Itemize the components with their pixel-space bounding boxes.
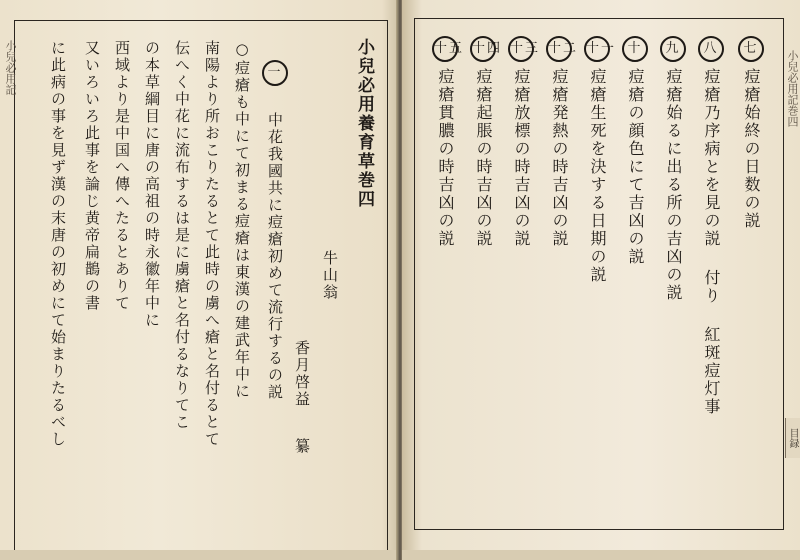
left-body-column-1: ○痘瘡も中にて初まる痘瘡は東漢の建武年中に (233, 40, 251, 400)
toc-number-badge: 十 (622, 36, 648, 62)
left-page (0, 0, 398, 560)
left-body-column-4: の本草綱目に唐の高祖の時永徽年中に (143, 40, 161, 329)
section-number-badge: 一 (262, 60, 288, 86)
toc-number-badge: 九 (660, 36, 686, 62)
toc-item-text: 痘瘡始終の日数の説 (742, 68, 761, 230)
toc-item-15 (432, 36, 465, 248)
toc-item-13 (508, 36, 541, 248)
left-body-column-2: 南陽より所おこりたるとて此時の虜へ瘡と名付るとて (203, 40, 221, 448)
toc-number-badge: 十三 (508, 36, 534, 62)
left-body-column-7: に此病の事を見ず漢の末唐の初めにて始まりたるべし (49, 40, 67, 448)
section-heading-text: 中花我國共に痘瘡初めて流行するの説 (266, 112, 284, 401)
toc-item-7 (738, 36, 764, 230)
toc-item-8 (698, 36, 724, 416)
toc-number-badge: 八 (698, 36, 724, 62)
left-author: 牛山翁 (321, 250, 339, 301)
toc-item-12 (546, 36, 579, 248)
right-bottom-band (402, 550, 800, 560)
right-edge-label: 小兒必用記巻四 (786, 50, 799, 127)
toc-number-badge: 十一 (584, 36, 610, 62)
toc-number-badge: 七 (738, 36, 764, 62)
toc-item-text: 痘瘡の顔色にて吉凶の説 (626, 68, 645, 266)
toc-number-badge: 十五 (432, 36, 458, 62)
toc-item-10 (622, 36, 648, 266)
contents-side-tab: 目録 (785, 418, 800, 458)
toc-item-text: 痘瘡乃序病とを見の説 付り 紅斑痘灯事 (702, 68, 721, 416)
left-body-column-3: 伝へく中花に流布するは是に虜瘡と名付るなりてこ (173, 40, 191, 431)
toc-item-text: 痘瘡生死を決する日期の説 (588, 68, 607, 284)
left-title: 小兒必用養育草巻四 (354, 38, 374, 209)
toc-item-9 (660, 36, 686, 302)
toc-item-text: 痘瘡起脹の時吉凶の説 (474, 68, 493, 248)
toc-item-text: 痘瘡始るに出る所の吉凶の説 (664, 68, 683, 302)
left-section-heading (262, 60, 288, 401)
left-compiler-suffix: 纂 (293, 438, 311, 455)
toc-number-badge: 十二 (546, 36, 572, 62)
toc-item-text: 痘瘡放標の時吉凶の説 (512, 68, 531, 248)
left-body-column-6: 又いろいろ此事を論じ黄帝扁鵲の書 (83, 40, 101, 312)
toc-item-text: 痘瘡発熱の時吉凶の説 (550, 68, 569, 248)
toc-number-badge: 十四 (470, 36, 496, 62)
left-edge-label: 小兒必用記 (4, 40, 17, 95)
toc-item-11 (584, 36, 617, 284)
toc-item-text: 痘瘡貫膿の時吉凶の説 (436, 68, 455, 248)
left-compiler-name: 香月啓益 (293, 340, 311, 408)
left-body-column-5: 西域より是中国へ傳へたるとありて (113, 40, 131, 312)
right-page (402, 0, 800, 560)
toc-item-14 (470, 36, 503, 248)
left-bottom-band (0, 550, 398, 560)
left-compiler (292, 340, 313, 455)
